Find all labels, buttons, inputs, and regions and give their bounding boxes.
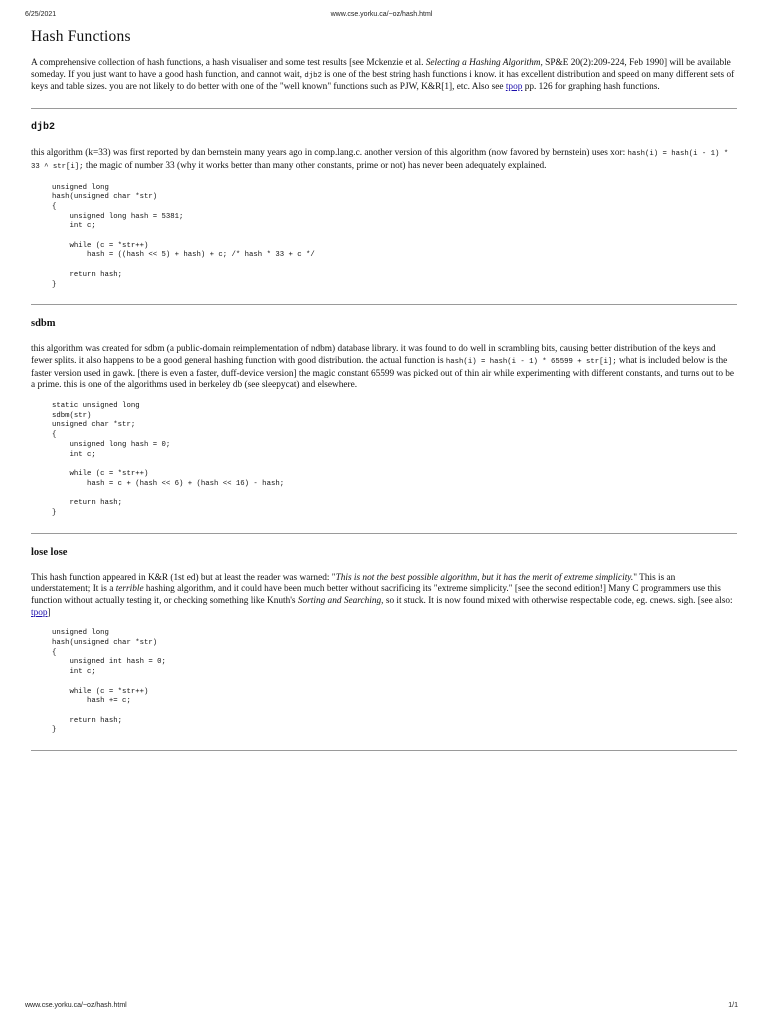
section-heading-loselose: lose lose xyxy=(31,546,68,558)
print-header xyxy=(25,11,738,23)
sdbm-text: this algorithm was created for sdbm (a public-domain reimplementation of ndbm) database library. it was found to do well in scrambling bits, causing better distribution of the keys and fewer splits. it also happens to be a good general hashing function with good distribution. the actual function is xyxy=(31,344,716,366)
djb2-code-block: unsigned long hash(unsigned char *str) { unsigned long hash = 5381; int c; while (c = *str++) hash = ((hash << 5) + hash) + c; /* hash * 33 + c */ return hash; } xyxy=(52,183,315,289)
intro-citation-title: Selecting a Hashing Algorithm, xyxy=(425,58,543,68)
print-footer xyxy=(25,1002,738,1014)
loselose-description xyxy=(31,573,737,620)
loselose-text: hashing algorithm, and it could have been much better without sacrificing its "extreme simplicity." [see the second edition!] Many C programmers use this function without actually testing it, or checking something like Knuth's xyxy=(31,584,721,606)
section-heading-sdbm: sdbm xyxy=(31,318,56,330)
inline-code-djb2: djb2 xyxy=(304,71,322,80)
intro-text: pp. 126 for graphing hash functions. xyxy=(522,82,660,93)
inline-code-formula: hash(i) = hash(i - 1) * 33 ^ str[i]; xyxy=(31,150,729,171)
section-sdbm xyxy=(31,317,737,518)
print-url: www.cse.yorku.ca/~oz/hash.html xyxy=(330,11,433,18)
intro-text: A comprehensive collection of hash functions, a hash visualiser and some test results [see Mckenzie et al. xyxy=(31,58,426,68)
section-djb2 xyxy=(31,121,737,290)
loselose-text: This hash function appeared in K&R (1st ed) but at least the reader was warned: " xyxy=(31,572,336,583)
section-loselose xyxy=(31,546,737,737)
print-date: 6/25/2021 xyxy=(25,11,57,18)
inline-code-formula: hash(i) = hash(i - 1) * 65599 + str[i]; xyxy=(445,357,617,366)
tpop-link[interactable]: tpop xyxy=(505,82,523,93)
section-heading-djb2: djb2 xyxy=(31,122,56,134)
djb2-text: the magic of number 33 (why it works better than many other constants, prime or not) has never been adequately explained. xyxy=(83,160,547,171)
intro-text: is one of the best string hash functions i know. it has excellent distribution and speed on many different sets of keys and table sizes. you are not likely to do better with one of the "well known" functions such as PJW, K&R[1], etc. Also see xyxy=(31,69,735,93)
section-divider xyxy=(31,304,737,305)
loselose-text: ] xyxy=(47,607,51,618)
emphasis-terrible: terrible xyxy=(115,584,144,595)
loselose-code-block: unsigned long hash(unsigned char *str) { unsigned int hash = 0; int c; while (c = *str++) hash += c; return hash; } xyxy=(52,629,166,735)
document-body xyxy=(31,28,737,763)
loselose-text: " This is an understatement; It is a xyxy=(31,572,676,595)
kr-quote: This is not the best possible algorithm, but it has the merit of extreme simplicity. xyxy=(335,572,634,583)
sdbm-code-block: static unsigned long sdbm(str) unsigned char *str; { unsigned long hash = 0; int c; while (c = *str++) hash = c + (hash << 6) + (hash << 16) - hash; return hash; } xyxy=(52,402,285,517)
sdbm-description xyxy=(31,344,737,392)
tpop-link[interactable]: tpop xyxy=(31,607,48,618)
intro-text: SP&E 20(2):209-224, Feb 1990] will be available someday. If you just want to have a good hash function, and cannot wait, xyxy=(31,58,731,80)
page-title: Hash Functions xyxy=(31,28,131,45)
section-divider xyxy=(31,750,737,751)
loselose-text: so it stuck. It is now found mixed with otherwise respectable code, eg. cnews. sigh. [see also: xyxy=(383,595,733,606)
intro-paragraph xyxy=(31,58,737,94)
section-divider xyxy=(31,533,737,534)
sdbm-text: what is included below is the faster version used in gawk. [there is even a faster, duff-device version] the magic constant 65599 was picked out of thin air while experimenting with different constants, and turns out to be a prime. this is one of the algorithms used in berkeley db (see sleepycat) and elsewhere. xyxy=(31,355,735,391)
djb2-text: this algorithm (k=33) was first reported by dan bernstein many years ago in comp.lang.c. another version of this algorithm (now favored by bernstein) uses xor: xyxy=(31,148,628,159)
section-divider xyxy=(31,108,737,109)
page-number: 1/1 xyxy=(728,1002,738,1009)
djb2-description xyxy=(31,148,737,173)
footer-url: www.cse.yorku.ca/~oz/hash.html xyxy=(25,1002,127,1009)
knuth-book-title: Sorting and Searching, xyxy=(297,595,384,606)
